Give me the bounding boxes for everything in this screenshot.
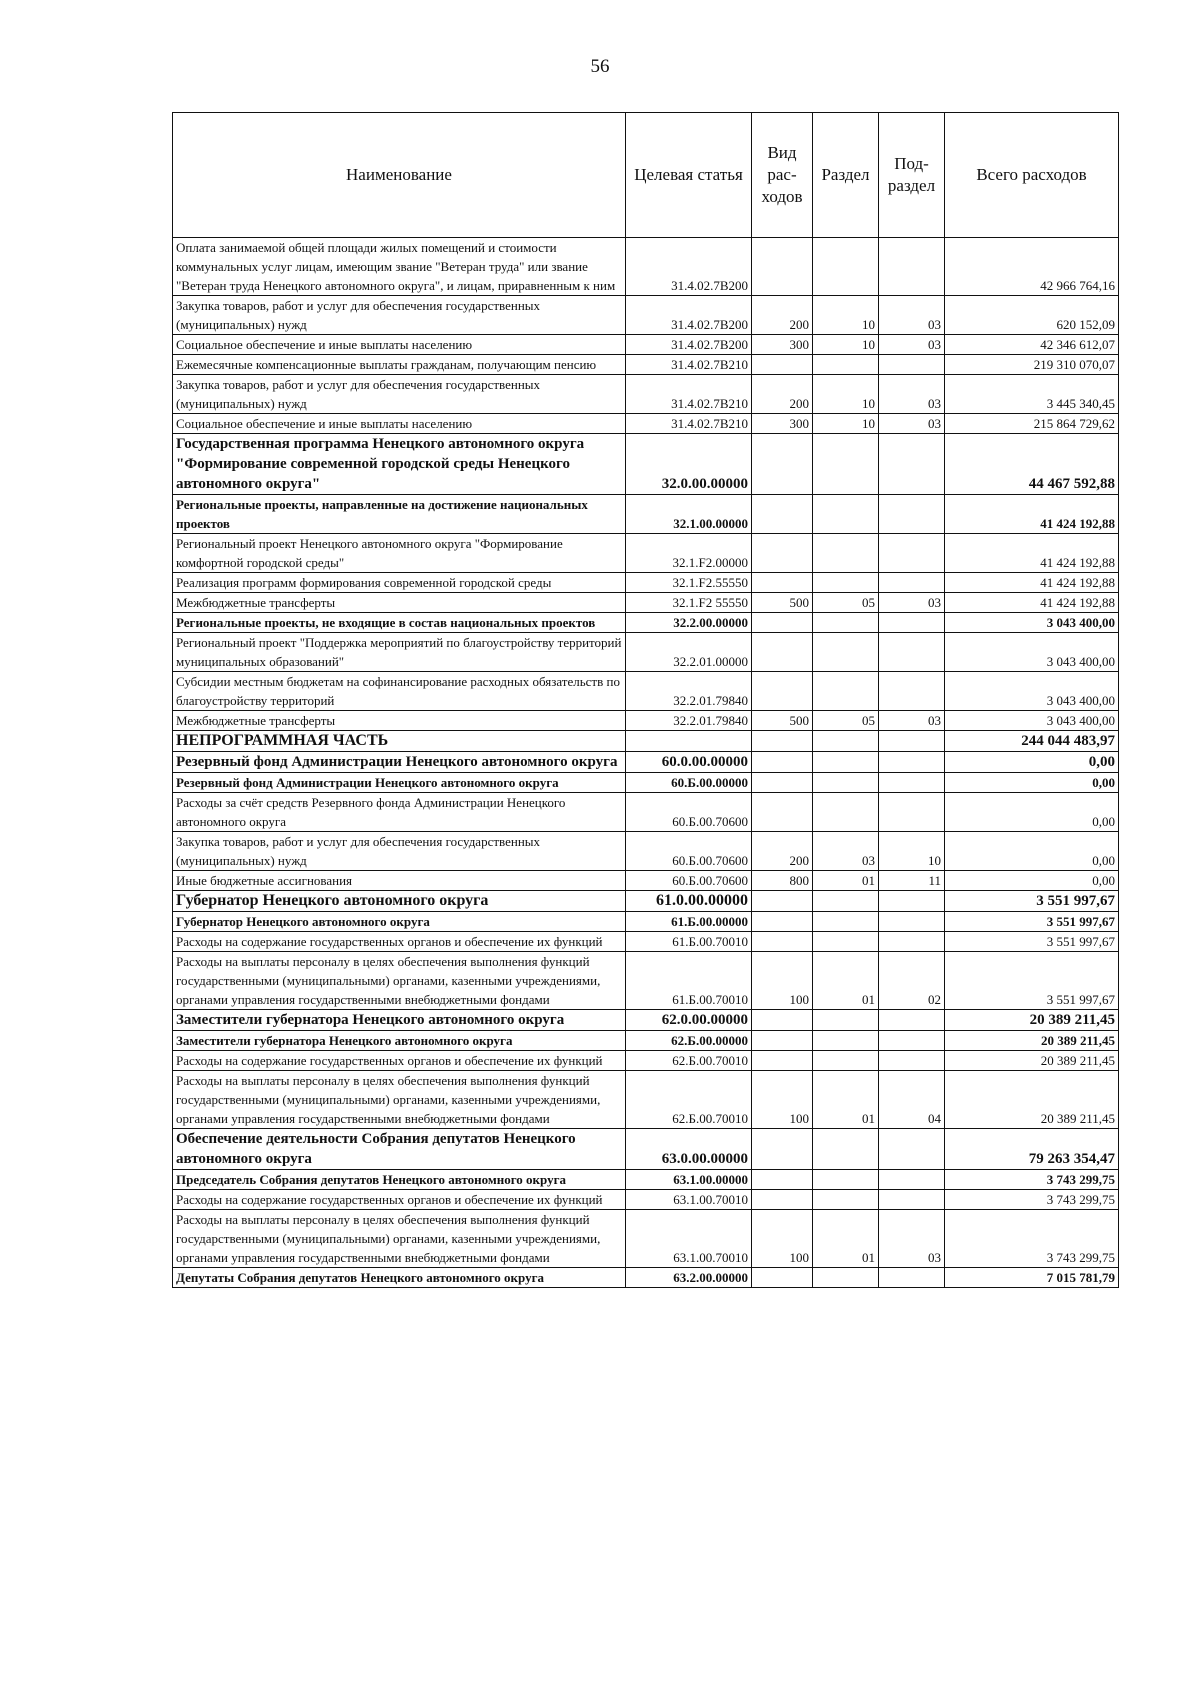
cell-target: [626, 731, 752, 752]
cell-section: [813, 495, 879, 534]
cell-total: 3 743 299,75: [945, 1190, 1119, 1210]
cell-name: Обеспечение деятельности Собрания депутатов Ненецкого автономного округа: [173, 1129, 626, 1170]
table-row: [173, 414, 1119, 434]
cell-subsection: [879, 573, 945, 593]
cell-total: 0,00: [945, 773, 1119, 793]
cell-expense-type: [752, 534, 813, 573]
cell-target: 62.Б.00.00000: [626, 1031, 752, 1051]
table-row: [173, 773, 1119, 793]
cell-expense-type: [752, 793, 813, 832]
cell-total: 20 389 211,45: [945, 1010, 1119, 1031]
cell-subsection: [879, 912, 945, 932]
header-expense-type: Вид рас-ходов: [752, 113, 813, 238]
cell-target: 31.4.02.7В210: [626, 414, 752, 434]
cell-target: 63.2.00.00000: [626, 1268, 752, 1288]
cell-subsection: [879, 1190, 945, 1210]
cell-name: Оплата занимаемой общей площади жилых помещений и стоимости коммунальных услуг лицам, имеющим звание "Ветеран труда" или звание "Ветеран труда Ненецкого автономного округа", и лицам, приравненным к ним: [173, 238, 626, 296]
cell-total: 219 310 070,07: [945, 355, 1119, 375]
cell-target: 31.4.02.7В210: [626, 375, 752, 414]
cell-name: Депутаты Собрания депутатов Ненецкого автономного округа: [173, 1268, 626, 1288]
cell-section: 01: [813, 952, 879, 1010]
cell-total: 3 551 997,67: [945, 891, 1119, 912]
cell-section: [813, 434, 879, 495]
cell-target: 61.Б.00.00000: [626, 912, 752, 932]
cell-section: 10: [813, 335, 879, 355]
cell-target: 62.Б.00.70010: [626, 1071, 752, 1129]
table-row: [173, 495, 1119, 534]
cell-total: 41 424 192,88: [945, 593, 1119, 613]
cell-name: Ежемесячные компенсационные выплаты гражданам, получающим пенсию: [173, 355, 626, 375]
table-row: [173, 633, 1119, 672]
cell-section: [813, 793, 879, 832]
cell-section: [813, 731, 879, 752]
cell-target: 32.2.01.79840: [626, 672, 752, 711]
cell-total: 42 966 764,16: [945, 238, 1119, 296]
budget-table: [172, 112, 1119, 1288]
cell-name: Субсидии местным бюджетам на софинансирование расходных обязательств по благоустройству территорий: [173, 672, 626, 711]
cell-expense-type: [752, 672, 813, 711]
cell-name: Иные бюджетные ассигнования: [173, 871, 626, 891]
cell-section: [813, 633, 879, 672]
cell-expense-type: 300: [752, 335, 813, 355]
cell-target: 60.Б.00.70600: [626, 793, 752, 832]
cell-expense-type: 200: [752, 375, 813, 414]
cell-name: Заместители губернатора Ненецкого автономного округа: [173, 1031, 626, 1051]
cell-section: [813, 1031, 879, 1051]
cell-expense-type: [752, 1170, 813, 1190]
cell-name: Региональный проект Ненецкого автономного округа "Формирование комфортной городской среды": [173, 534, 626, 573]
cell-target: 32.0.00.00000: [626, 434, 752, 495]
cell-total: 20 389 211,45: [945, 1051, 1119, 1071]
cell-total: 3 445 340,45: [945, 375, 1119, 414]
cell-subsection: [879, 534, 945, 573]
table-row: [173, 593, 1119, 613]
table-row: [173, 534, 1119, 573]
table-row: [173, 832, 1119, 871]
cell-name: Расходы на выплаты персоналу в целях обеспечения выполнения функций государственными (муниципальными) органами, казенными учреждениями, органами управления государственными внебюджетными фондами: [173, 1210, 626, 1268]
table-row: [173, 793, 1119, 832]
cell-subsection: 10: [879, 832, 945, 871]
cell-target: 31.4.02.7В210: [626, 355, 752, 375]
cell-expense-type: 200: [752, 832, 813, 871]
cell-expense-type: [752, 1010, 813, 1031]
cell-target: 63.1.00.70010: [626, 1210, 752, 1268]
cell-section: 03: [813, 832, 879, 871]
cell-section: [813, 912, 879, 932]
cell-section: [813, 932, 879, 952]
cell-subsection: 03: [879, 335, 945, 355]
cell-name: Расходы за счёт средств Резервного фонда Администрации Ненецкого автономного округа: [173, 793, 626, 832]
cell-section: 05: [813, 711, 879, 731]
table-row: [173, 1170, 1119, 1190]
cell-total: 0,00: [945, 793, 1119, 832]
table-row: [173, 1051, 1119, 1071]
cell-subsection: [879, 932, 945, 952]
cell-name: Резервный фонд Администрации Ненецкого автономного округа: [173, 752, 626, 773]
table-row: [173, 375, 1119, 414]
cell-subsection: 03: [879, 1210, 945, 1268]
cell-expense-type: [752, 613, 813, 633]
cell-total: 0,00: [945, 871, 1119, 891]
cell-target: 61.Б.00.70010: [626, 932, 752, 952]
cell-expense-type: 200: [752, 296, 813, 335]
table-row: [173, 1010, 1119, 1031]
cell-name: НЕПРОГРАММНАЯ ЧАСТЬ: [173, 731, 626, 752]
cell-name: Губернатор Ненецкого автономного округа: [173, 891, 626, 912]
cell-section: [813, 355, 879, 375]
cell-expense-type: 500: [752, 593, 813, 613]
cell-section: [813, 573, 879, 593]
cell-target: 32.1.F2 55550: [626, 593, 752, 613]
cell-total: 3 043 400,00: [945, 672, 1119, 711]
cell-section: [813, 891, 879, 912]
cell-name: Заместители губернатора Ненецкого автономного округа: [173, 1010, 626, 1031]
cell-expense-type: [752, 495, 813, 534]
cell-section: [813, 1129, 879, 1170]
cell-subsection: [879, 1170, 945, 1190]
cell-target: 32.1.F2.00000: [626, 534, 752, 573]
table-row: [173, 1210, 1119, 1268]
cell-total: 215 864 729,62: [945, 414, 1119, 434]
cell-expense-type: [752, 1031, 813, 1051]
header-target: Целевая статья: [626, 113, 752, 238]
cell-expense-type: [752, 891, 813, 912]
cell-subsection: [879, 773, 945, 793]
cell-subsection: [879, 434, 945, 495]
cell-section: [813, 238, 879, 296]
cell-target: 32.2.01.79840: [626, 711, 752, 731]
cell-total: 42 346 612,07: [945, 335, 1119, 355]
cell-section: 10: [813, 296, 879, 335]
cell-subsection: [879, 1010, 945, 1031]
cell-total: 244 044 483,97: [945, 731, 1119, 752]
cell-total: 3 043 400,00: [945, 633, 1119, 672]
cell-name: Закупка товаров, работ и услуг для обеспечения государственных (муниципальных) нужд: [173, 375, 626, 414]
cell-target: 60.Б.00.70600: [626, 832, 752, 871]
table-row: [173, 613, 1119, 633]
cell-total: 3 743 299,75: [945, 1170, 1119, 1190]
cell-section: [813, 1190, 879, 1210]
cell-total: 3 551 997,67: [945, 952, 1119, 1010]
cell-expense-type: [752, 731, 813, 752]
cell-name: Региональный проект "Поддержка мероприятий по благоустройству территорий муниципальных образований": [173, 633, 626, 672]
cell-section: [813, 1170, 879, 1190]
cell-expense-type: [752, 752, 813, 773]
cell-expense-type: [752, 238, 813, 296]
cell-subsection: 04: [879, 1071, 945, 1129]
cell-total: 3 743 299,75: [945, 1210, 1119, 1268]
cell-expense-type: 100: [752, 1071, 813, 1129]
cell-total: 620 152,09: [945, 296, 1119, 335]
table-row: [173, 952, 1119, 1010]
cell-expense-type: [752, 355, 813, 375]
cell-expense-type: [752, 1190, 813, 1210]
cell-subsection: [879, 793, 945, 832]
table-row: [173, 711, 1119, 731]
cell-expense-type: 800: [752, 871, 813, 891]
cell-target: 60.Б.00.00000: [626, 773, 752, 793]
cell-section: [813, 1051, 879, 1071]
cell-total: 44 467 592,88: [945, 434, 1119, 495]
cell-expense-type: [752, 1051, 813, 1071]
cell-name: Государственная программа Ненецкого автономного округа "Формирование современной городской среды Ненецкого автономного округа": [173, 434, 626, 495]
cell-name: Межбюджетные трансферты: [173, 711, 626, 731]
header-subsection: Под-раздел: [879, 113, 945, 238]
cell-name: Закупка товаров, работ и услуг для обеспечения государственных (муниципальных) нужд: [173, 296, 626, 335]
cell-section: [813, 1268, 879, 1288]
header-name: Наименование: [173, 113, 626, 238]
cell-section: [813, 752, 879, 773]
cell-section: 05: [813, 593, 879, 613]
cell-subsection: [879, 495, 945, 534]
table-row: [173, 672, 1119, 711]
cell-name: Социальное обеспечение и иные выплаты населению: [173, 414, 626, 434]
cell-expense-type: 100: [752, 952, 813, 1010]
cell-section: [813, 613, 879, 633]
cell-subsection: 03: [879, 296, 945, 335]
cell-name: Межбюджетные трансферты: [173, 593, 626, 613]
table-row: [173, 1190, 1119, 1210]
cell-total: 20 389 211,45: [945, 1071, 1119, 1129]
cell-target: 63.1.00.00000: [626, 1170, 752, 1190]
cell-total: 41 424 192,88: [945, 534, 1119, 573]
cell-target: 31.4.02.7В200: [626, 296, 752, 335]
table-row: [173, 355, 1119, 375]
cell-subsection: [879, 1268, 945, 1288]
table-row: [173, 891, 1119, 912]
header-section: Раздел: [813, 113, 879, 238]
cell-expense-type: [752, 573, 813, 593]
cell-total: 41 424 192,88: [945, 495, 1119, 534]
cell-target: 62.Б.00.70010: [626, 1051, 752, 1071]
cell-target: 62.0.00.00000: [626, 1010, 752, 1031]
cell-target: 63.0.00.00000: [626, 1129, 752, 1170]
cell-total: 7 015 781,79: [945, 1268, 1119, 1288]
cell-section: 01: [813, 1071, 879, 1129]
table-row: [173, 871, 1119, 891]
table-row: [173, 296, 1119, 335]
header-total: Всего расходов: [945, 113, 1119, 238]
cell-target: 31.4.02.7В200: [626, 335, 752, 355]
cell-expense-type: [752, 1129, 813, 1170]
cell-expense-type: [752, 912, 813, 932]
cell-target: 32.2.01.00000: [626, 633, 752, 672]
cell-section: [813, 773, 879, 793]
cell-subsection: [879, 752, 945, 773]
table-row: [173, 1129, 1119, 1170]
cell-section: [813, 534, 879, 573]
cell-total: 0,00: [945, 752, 1119, 773]
cell-name: Закупка товаров, работ и услуг для обеспечения государственных (муниципальных) нужд: [173, 832, 626, 871]
cell-subsection: [879, 238, 945, 296]
cell-subsection: [879, 891, 945, 912]
cell-expense-type: [752, 773, 813, 793]
cell-section: 10: [813, 414, 879, 434]
cell-name: Расходы на содержание государственных органов и обеспечение их функций: [173, 1190, 626, 1210]
cell-name: Расходы на выплаты персоналу в целях обеспечения выполнения функций государственными (муниципальными) органами, казенными учреждениями, органами управления государственными внебюджетными фондами: [173, 952, 626, 1010]
cell-expense-type: [752, 434, 813, 495]
cell-target: 60.Б.00.70600: [626, 871, 752, 891]
table-row: [173, 1031, 1119, 1051]
cell-subsection: [879, 1031, 945, 1051]
cell-total: 3 043 400,00: [945, 711, 1119, 731]
cell-expense-type: 300: [752, 414, 813, 434]
table-row: [173, 1071, 1119, 1129]
cell-target: 32.1.F2.55550: [626, 573, 752, 593]
cell-subsection: 11: [879, 871, 945, 891]
cell-section: [813, 672, 879, 711]
cell-name: Резервный фонд Администрации Ненецкого автономного округа: [173, 773, 626, 793]
cell-total: 41 424 192,88: [945, 573, 1119, 593]
cell-total: 0,00: [945, 832, 1119, 871]
table-row: [173, 731, 1119, 752]
cell-target: 61.0.00.00000: [626, 891, 752, 912]
table-header-row: [173, 113, 1119, 238]
table-row: [173, 1268, 1119, 1288]
cell-target: 31.4.02.7В200: [626, 238, 752, 296]
table-row: [173, 912, 1119, 932]
cell-section: 01: [813, 1210, 879, 1268]
cell-name: Расходы на содержание государственных органов и обеспечение их функций: [173, 932, 626, 952]
cell-target: 32.1.00.00000: [626, 495, 752, 534]
cell-name: Губернатор Ненецкого автономного округа: [173, 912, 626, 932]
cell-subsection: [879, 633, 945, 672]
cell-subsection: 03: [879, 375, 945, 414]
table-row: [173, 932, 1119, 952]
cell-expense-type: [752, 1268, 813, 1288]
cell-subsection: [879, 1129, 945, 1170]
cell-total: 79 263 354,47: [945, 1129, 1119, 1170]
cell-name: Региональные проекты, не входящие в состав национальных проектов: [173, 613, 626, 633]
cell-subsection: 03: [879, 414, 945, 434]
cell-name: Социальное обеспечение и иные выплаты населению: [173, 335, 626, 355]
cell-total: 3 551 997,67: [945, 912, 1119, 932]
cell-subsection: 03: [879, 711, 945, 731]
cell-target: 61.Б.00.70010: [626, 952, 752, 1010]
cell-subsection: [879, 731, 945, 752]
cell-subsection: [879, 355, 945, 375]
cell-subsection: [879, 672, 945, 711]
cell-expense-type: [752, 633, 813, 672]
cell-section: 01: [813, 871, 879, 891]
cell-section: [813, 1010, 879, 1031]
cell-name: Расходы на содержание государственных органов и обеспечение их функций: [173, 1051, 626, 1071]
cell-expense-type: 100: [752, 1210, 813, 1268]
cell-total: 3 043 400,00: [945, 613, 1119, 633]
table-row: [173, 434, 1119, 495]
cell-subsection: 03: [879, 593, 945, 613]
cell-subsection: [879, 613, 945, 633]
cell-name: Региональные проекты, направленные на достижение национальных проектов: [173, 495, 626, 534]
cell-target: 60.0.00.00000: [626, 752, 752, 773]
cell-name: Расходы на выплаты персоналу в целях обеспечения выполнения функций государственными (муниципальными) органами, казенными учреждениями, органами управления государственными внебюджетными фондами: [173, 1071, 626, 1129]
table-row: [173, 335, 1119, 355]
cell-expense-type: [752, 932, 813, 952]
cell-section: 10: [813, 375, 879, 414]
cell-subsection: 02: [879, 952, 945, 1010]
cell-expense-type: 500: [752, 711, 813, 731]
table-row: [173, 752, 1119, 773]
cell-total: 20 389 211,45: [945, 1031, 1119, 1051]
table-row: [173, 573, 1119, 593]
table-body: [173, 238, 1119, 1288]
page-number: 56: [590, 56, 610, 77]
cell-subsection: [879, 1051, 945, 1071]
cell-name: Председатель Собрания депутатов Ненецкого автономного округа: [173, 1170, 626, 1190]
table-row: [173, 238, 1119, 296]
cell-target: 32.2.00.00000: [626, 613, 752, 633]
cell-target: 63.1.00.70010: [626, 1190, 752, 1210]
cell-name: Реализация программ формирования современной городской среды: [173, 573, 626, 593]
cell-total: 3 551 997,67: [945, 932, 1119, 952]
